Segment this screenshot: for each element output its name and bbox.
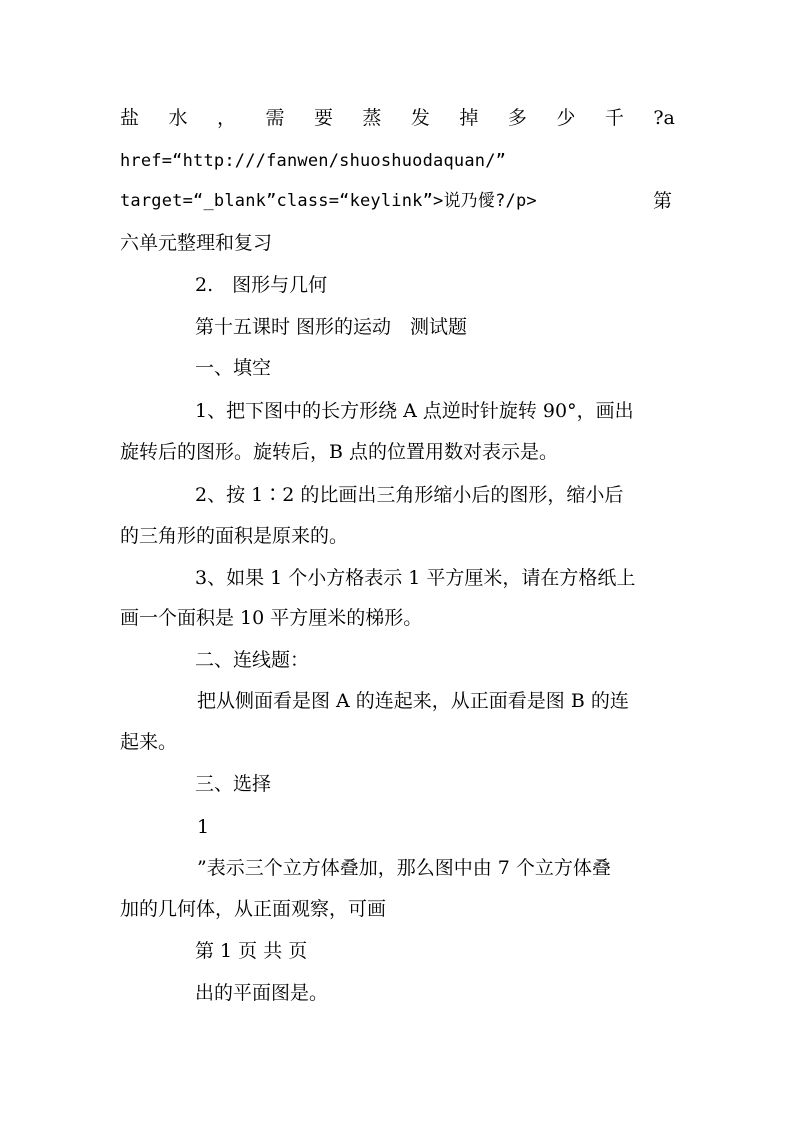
line1-char: 千 <box>604 107 624 129</box>
text-line-16: 起来。 <box>120 731 178 753</box>
line1-char: ?a <box>653 107 675 129</box>
text-line-12: 3、如果 1 个小方格表示 1 平方厘米，请在方格纸上 <box>195 567 636 589</box>
text-line-17: 三、选择 <box>195 773 272 795</box>
text-line-15: 把从侧面看是图 A 的连起来，从正面看是图 B 的连 <box>197 690 629 712</box>
text-line-9: 旋转后的图形。旋转后，B 点的位置用数对表示是。 <box>120 441 559 463</box>
line1-char: 需 <box>265 107 285 129</box>
text-line-20: 加的几何体，从正面观察，可画 <box>120 898 387 920</box>
line1-char: 多 <box>507 107 527 129</box>
text-line-14: 二、连线题： <box>195 649 310 671</box>
line1-char: 少 <box>556 107 576 129</box>
text-line-18: 1 <box>197 816 210 838</box>
text-line-3-right: 第 <box>653 190 673 212</box>
text-line-13: 画一个面积是 10 平方厘米的梯形。 <box>120 607 423 629</box>
text-line-1 <box>120 107 675 129</box>
text-line-2: href=“http:///fanwen/shuoshuodaquan/” <box>120 151 507 171</box>
line1-char: 发 <box>410 107 430 129</box>
line1-char: 要 <box>313 107 333 129</box>
text-line-7: 一、填空 <box>195 357 272 379</box>
line1-char: 掉 <box>459 107 479 129</box>
line1-char: ， <box>216 107 236 129</box>
text-line-10: 2、按 1∶2 的比画出三角形缩小后的图形，缩小后 <box>195 484 624 506</box>
text-line-4: 六单元整理和复习 <box>120 232 273 254</box>
text-line-22: 出的平面图是。 <box>195 982 329 1004</box>
text-line-8: 1、把下图中的长方形绕 A 点逆时针旋转 90°，画出 <box>195 400 634 422</box>
line1-char: 蒸 <box>362 107 382 129</box>
text-line-19: ”表示三个立方体叠加，那么图中由 7 个立方体叠 <box>197 857 611 879</box>
text-line-6: 第十五课时 图形的运动 测试题 <box>195 316 468 338</box>
line1-char: 水 <box>168 107 188 129</box>
page-number-line: 第 1 页 共 页 <box>195 940 308 962</box>
text-line-5: 2. 图形与几何 <box>195 274 328 296</box>
text-line-3: target=“_blank”class=“keylink”>说乃僾?/p> <box>120 191 537 211</box>
text-line-11: 的三角形的面积是原来的。 <box>120 525 349 547</box>
line1-char: 盐 <box>120 107 140 129</box>
